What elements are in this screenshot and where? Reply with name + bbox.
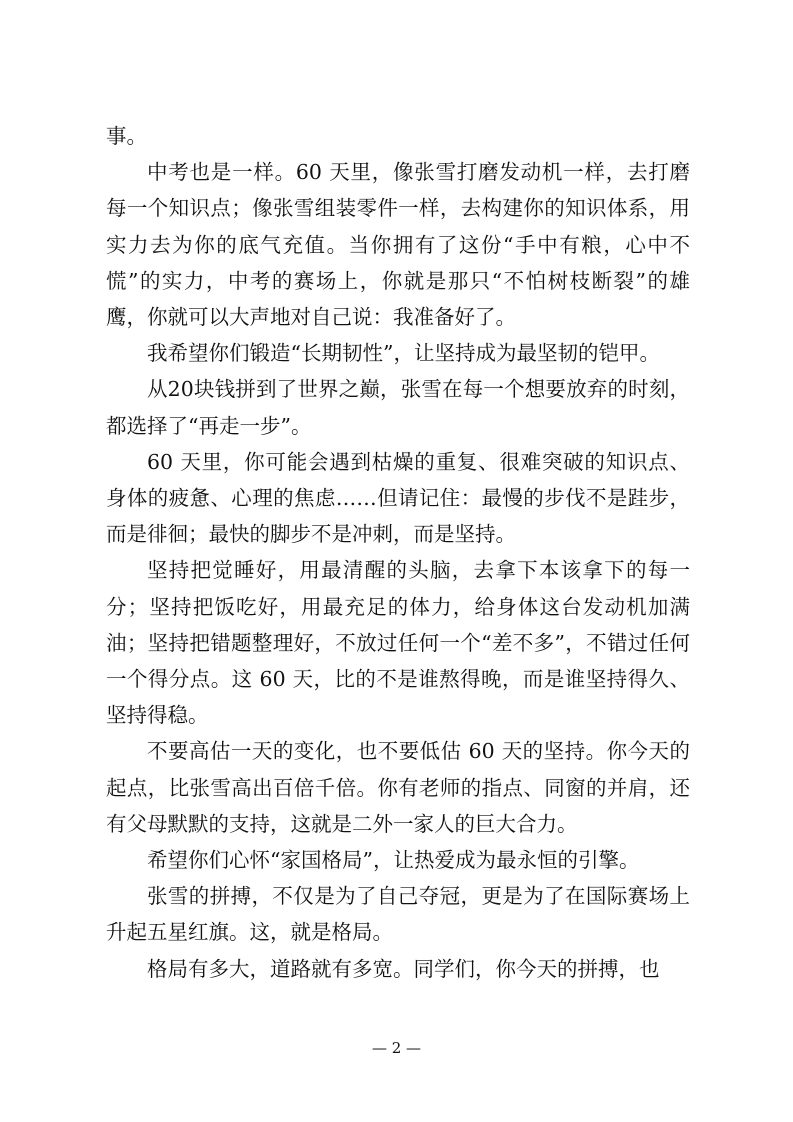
paragraph-continuation: 事。 bbox=[106, 124, 147, 148]
paragraph: 希望你们心怀“家国格局”，让热爱成为最永恒的引擎。 bbox=[147, 848, 640, 873]
document-body bbox=[106, 118, 690, 987]
paragraph: 中考也是一样。60 天里，像张雪打磨发动机一样，去打磨每一个知识点；像张雪组装零件一样，去构建你的知识体系，用实力去为你的底气充值。当你拥有了这份“手中有粮，心中不慌”的实力，中考的赛场上，你就是那只“不怕树枝断裂”的雄鹰，你就可以大声地对自己说：我准备好了。 bbox=[106, 160, 690, 330]
paragraph: 60 天里，你可能会遇到枯燥的重复、很难突破的知识点、身体的疲惫、心理的焦虑……但请记住：最慢的步伐不是跬步，而是徘徊；最快的脚步不是冲刺，而是坚持。 bbox=[106, 449, 690, 547]
paragraph: 格局有多大，道路就有多宽。同学们，你今天的拼搏，也 bbox=[147, 956, 660, 981]
page-number: — 2 — bbox=[371, 1039, 422, 1057]
paragraph: 从20块钱拼到了世界之巅，张雪在每一个想要放弃的时刻，都选择了“再走一步”。 bbox=[106, 377, 690, 438]
paragraph: 坚持把觉睡好，用最清醒的头脑，去拿下本该拿下的每一分；坚持把饭吃好，用最充足的体力，给身体这台发动机加满油；坚持把错题整理好，不放过任何一个“差不多”，不错过任何一个得分点。这 60 天，比的不是谁熬得晚，而是谁坚持得久、坚持得稳。 bbox=[106, 558, 690, 728]
paragraph: 不要高估一天的变化，也不要低估 60 天的坚持。你今天的起点，比张雪高出百倍千倍。你有老师的指点、同窗的并肩，还有父母默默的支持，这就是二外一家人的巨大合力。 bbox=[106, 739, 690, 836]
paragraph: 我希望你们锻造“长期韧性”，让坚持成为最坚韧的铠甲。 bbox=[147, 341, 660, 366]
paragraph: 张雪的拼搏，不仅是为了自己夺冠，更是为了在国际赛场上升起五星红旗。这，就是格局。 bbox=[106, 884, 690, 945]
